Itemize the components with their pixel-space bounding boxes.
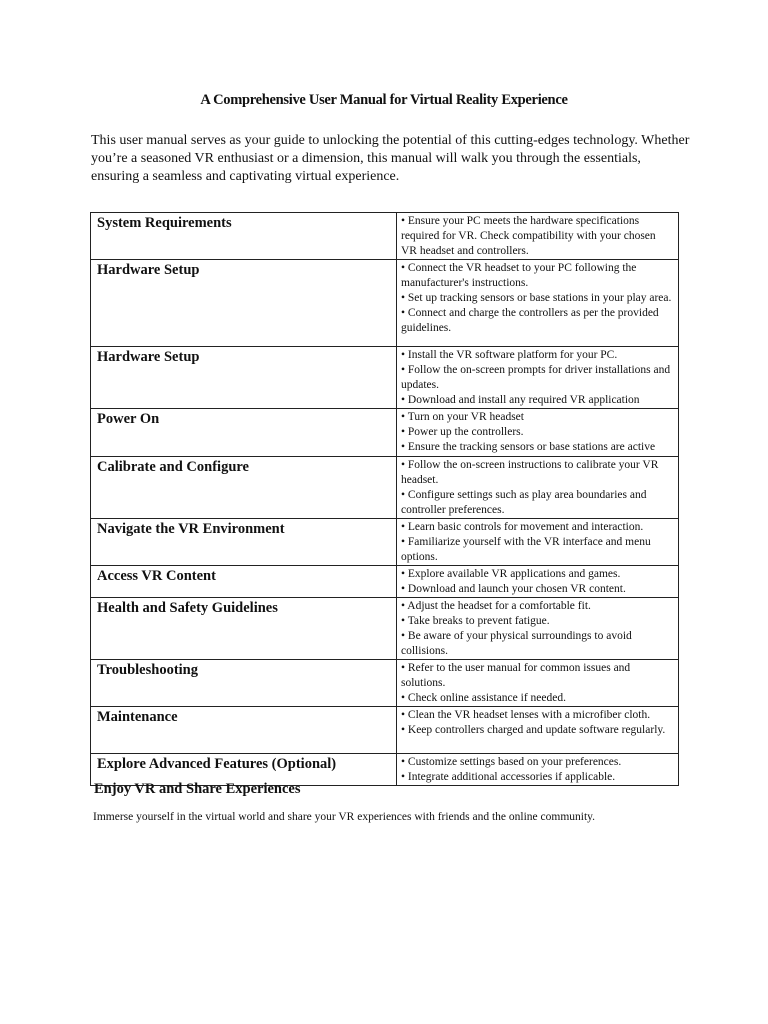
row-heading: System Requirements: [91, 213, 397, 260]
row-body: [397, 213, 679, 260]
table-row: [91, 409, 679, 457]
row-body: [397, 347, 679, 409]
row-body: [397, 260, 679, 347]
row-heading: Explore Advanced Features (Optional): [91, 754, 397, 786]
bullet-item: • Turn on your VR headset: [401, 411, 524, 423]
intro-paragraph: This user manual serves as your guide to unlocking the potential of this cutting-edges technology. Whether you’re a seasoned VR enthusiast or a dimension, this manual will walk you through the essentials, ensuring a seamless and captivating virtual experience.: [91, 133, 690, 184]
row-body: [397, 519, 679, 566]
closing-text: Immerse yourself in the virtual world and share your VR experiences with friends and the online community.: [93, 811, 596, 823]
bullet-item: • Configure settings such as play area boundaries and controller preferences.: [401, 489, 647, 516]
bullet-item: • Install the VR software platform for your PC.: [401, 349, 618, 361]
bullet-item: • Ensure your PC meets the hardware specifications required for VR. Check compatibility with your chosen VR headset and controllers.: [401, 215, 656, 257]
bullet-item: • Connect the VR headset to your PC following the manufacturer's instructions.: [401, 262, 637, 289]
closing-heading: Enjoy VR and Share Experiences: [94, 781, 301, 797]
bullet-item: • Follow the on-screen prompts for driver installations and updates.: [401, 364, 671, 391]
bullet-item: • Be aware of your physical surroundings to avoid collisions.: [401, 630, 632, 657]
row-heading: Troubleshooting: [91, 660, 397, 707]
row-heading: Health and Safety Guidelines: [91, 598, 397, 660]
document-title: A Comprehensive User Manual for Virtual Reality Experience: [200, 92, 568, 108]
bullet-item: • Customize settings based on your preferences.: [401, 756, 622, 768]
bullet-item: • Connect and charge the controllers as per the provided guidelines.: [401, 307, 659, 334]
bullet-item: • Follow the on-screen instructions to calibrate your VR headset.: [401, 459, 659, 486]
bullet-item: • Explore available VR applications and games.: [401, 568, 621, 580]
bullet-item: • Familiarize yourself with the VR interface and menu options.: [401, 536, 651, 563]
bullet-item: • Integrate additional accessories if applicable.: [401, 771, 616, 783]
row-heading: Hardware Setup: [91, 260, 397, 347]
bullet-item: • Adjust the headset for a comfortable fit.: [401, 600, 591, 612]
row-body: [397, 754, 679, 786]
row-heading: Hardware Setup: [91, 347, 397, 409]
bullet-item: • Download and install any required VR application: [401, 394, 640, 406]
steps-table: [90, 212, 679, 786]
table-row: [91, 707, 679, 754]
table-row: [91, 598, 679, 660]
table-row: [91, 660, 679, 707]
row-heading: Access VR Content: [91, 566, 397, 598]
bullet-item: • Check online assistance if needed.: [401, 692, 566, 704]
table-row: [91, 457, 679, 519]
row-body: [397, 409, 679, 457]
row-body: [397, 457, 679, 519]
bullet-item: • Take breaks to prevent fatigue.: [401, 615, 550, 627]
row-heading: Navigate the VR Environment: [91, 519, 397, 566]
row-body: [397, 566, 679, 598]
bullet-item: • Clean the VR headset lenses with a microfiber cloth.: [401, 709, 651, 721]
bullet-item: • Download and launch your chosen VR content.: [401, 583, 626, 595]
row-body: [397, 707, 679, 754]
row-heading: Power On: [91, 409, 397, 457]
table-row: [91, 260, 679, 347]
table-row: [91, 347, 679, 409]
row-body: [397, 598, 679, 660]
bullet-item: • Refer to the user manual for common issues and solutions.: [401, 662, 631, 689]
row-body: [397, 660, 679, 707]
table-row: [91, 213, 679, 260]
bullet-item: • Power up the controllers.: [401, 426, 524, 438]
bullet-item: • Set up tracking sensors or base stations in your play area.: [401, 292, 672, 304]
row-heading: Calibrate and Configure: [91, 457, 397, 519]
bullet-item: • Learn basic controls for movement and interaction.: [401, 521, 644, 533]
table-row: [91, 519, 679, 566]
row-heading: Maintenance: [91, 707, 397, 754]
table-row: [91, 566, 679, 598]
bullet-item: • Ensure the tracking sensors or base stations are active: [401, 441, 656, 453]
bullet-item: • Keep controllers charged and update software regularly.: [401, 724, 666, 736]
